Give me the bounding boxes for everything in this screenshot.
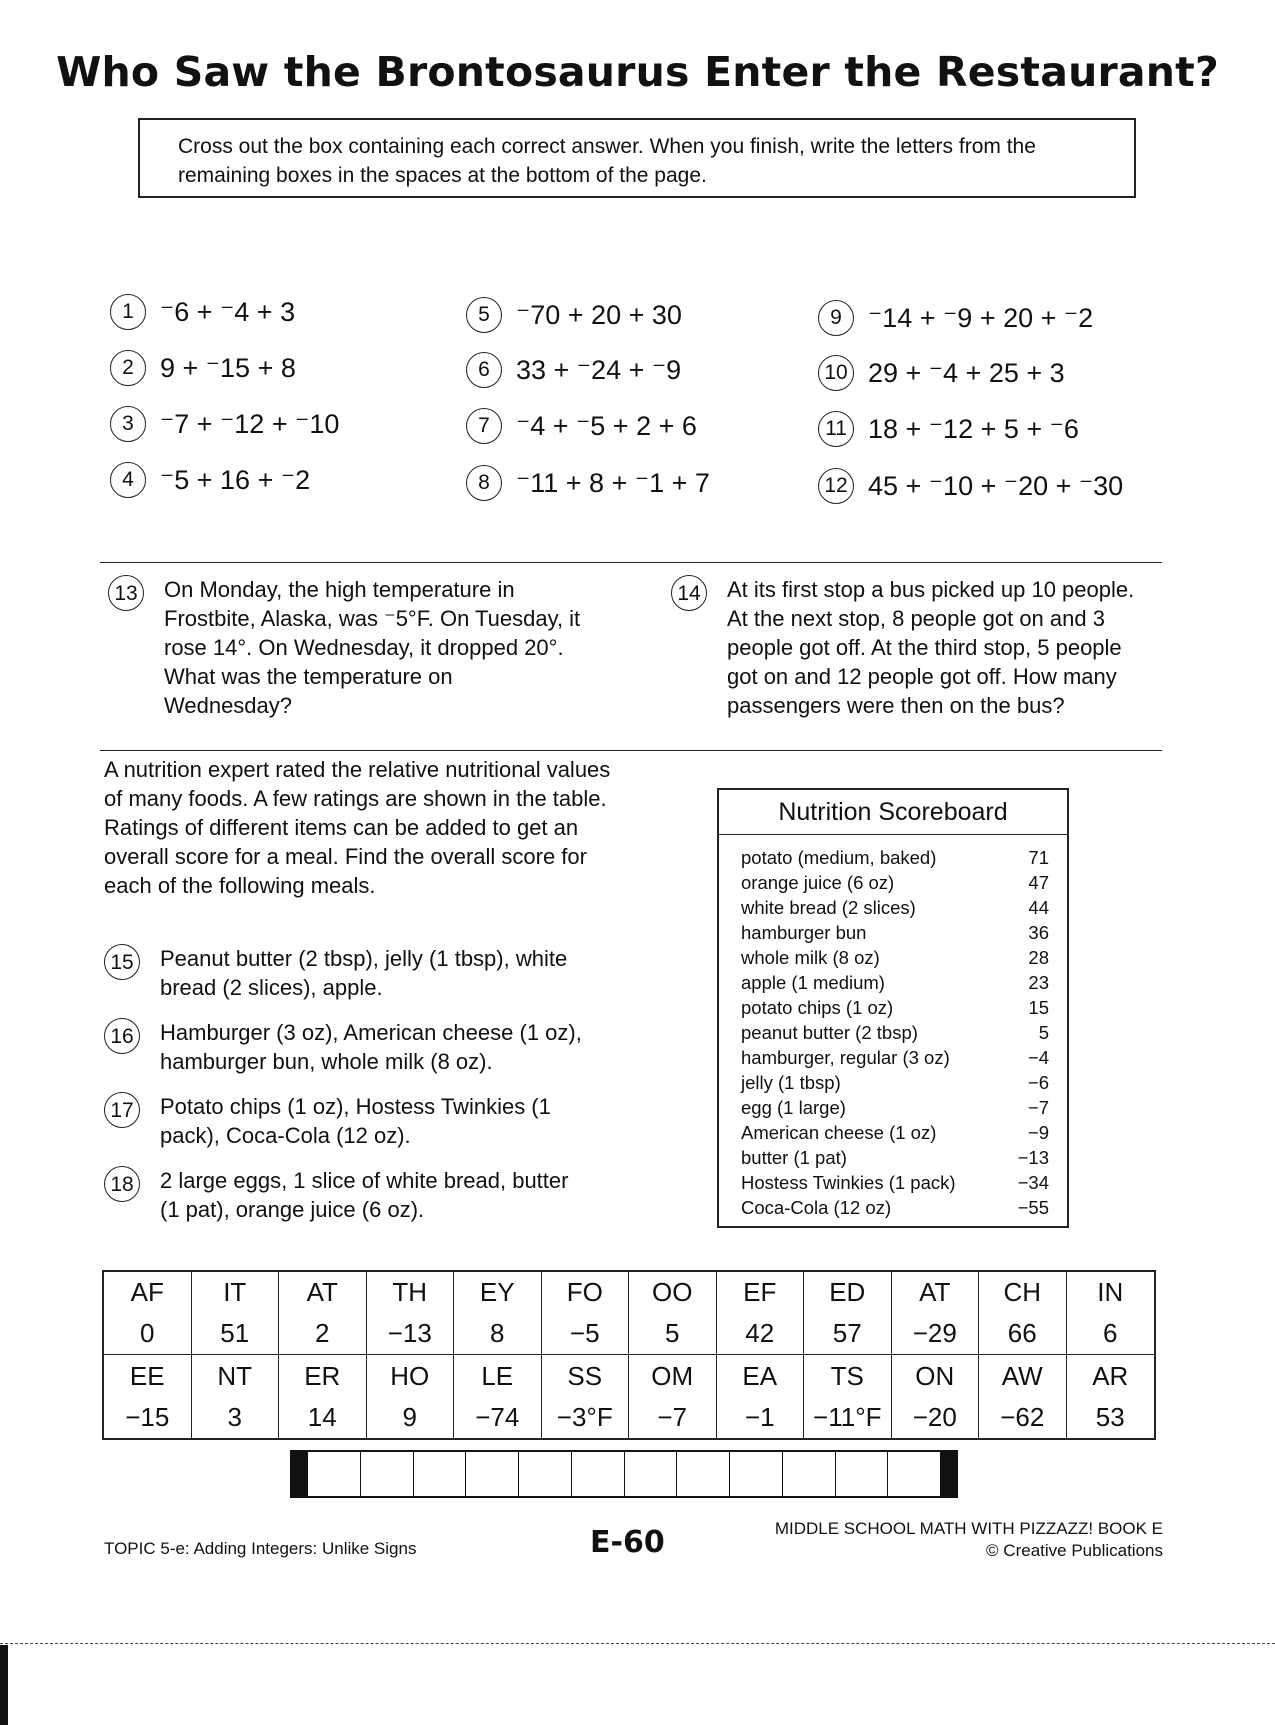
problem-number: 12 [818,468,854,504]
answer-letters: AW [1001,1360,1043,1391]
answer-letter-box[interactable] [308,1452,361,1496]
answer-cell[interactable] [717,1355,805,1438]
answer-cell[interactable] [454,1272,542,1355]
meal-text: Hamburger (3 oz), American cheese (1 oz), hamburger bun, whole milk (8 oz). [160,1020,582,1074]
problem-number: 8 [466,465,502,501]
food-score: −7 [1027,1097,1049,1118]
scoreboard-row [741,870,1049,895]
problem-1 [110,292,295,332]
answer-letter-box[interactable] [783,1452,836,1496]
problem-number: 14 [671,575,707,611]
problem-expression: ⁻4 + ⁻5 + 2 + 6 [516,410,697,441]
food-name: orange juice (6 oz) [741,872,895,893]
problem-number: 18 [104,1166,140,1202]
food-score: 23 [1028,972,1049,993]
answer-cell[interactable] [104,1272,192,1355]
answer-letter-strip [290,1450,958,1498]
food-name: jelly (1 tbsp) [741,1072,841,1093]
problem-number: 10 [818,355,854,391]
problem-expression: ⁻5 + 16 + ⁻2 [160,464,311,495]
answer-letters: AR [1092,1360,1129,1391]
meal-problem-16 [104,1018,624,1078]
answer-letters: LE [481,1360,514,1391]
problem-number: 9 [818,300,854,336]
problem-4 [110,460,310,500]
answer-value: 9 [402,1401,417,1432]
word-problem-text: At its first stop a bus picked up 10 people. At the next stop, 8 people got on and 3 people got off. At the third stop, 5 people got on and 12 people got off. How many passengers were then on the bus? [727,577,1135,718]
problem-number: 2 [110,350,146,386]
answer-letters: ER [304,1360,341,1391]
scoreboard-title: Nutrition Scoreboard [719,790,1067,835]
meal-problem-15 [104,944,624,1004]
answer-letters: AT [306,1277,338,1307]
meal-text: 2 large eggs, 1 slice of white bread, butter (1 pat), orange juice (6 oz). [160,1168,569,1222]
publisher: © Creative Publications [986,1541,1163,1560]
answer-letter-box[interactable] [466,1452,519,1496]
food-name: white bread (2 slices) [741,897,916,918]
problem-number: 3 [110,406,146,442]
food-name: American cheese (1 oz) [741,1122,937,1143]
word-problem-14 [671,575,1161,750]
food-score: 71 [1028,847,1049,868]
problem-expression: ⁻11 + 8 + ⁻1 + 7 [516,467,710,498]
problem-number: 15 [104,944,140,980]
answer-value: −11°F [813,1401,882,1432]
answer-value: −20 [912,1401,957,1432]
answer-letters: SS [567,1360,603,1391]
problem-expression: ⁻14 + ⁻9 + 20 + ⁻2 [868,302,1094,333]
answer-cell[interactable] [192,1355,280,1438]
answer-cell[interactable] [1067,1272,1155,1355]
scoreboard-row [741,995,1049,1020]
book-title: MIDDLE SCHOOL MATH WITH PIZZAZZ! BOOK E [774,1519,1163,1538]
food-score: −6 [1027,1072,1049,1093]
nutrition-scoreboard [717,788,1069,1228]
answer-letters: EE [129,1360,165,1391]
meal-problem-17 [104,1092,624,1152]
answer-cell[interactable] [717,1272,805,1355]
word-problem-13 [108,575,608,725]
answer-value: −7 [657,1401,688,1432]
food-name: apple (1 medium) [741,972,885,993]
problem-expression: 18 + ⁻12 + 5 + ⁻6 [868,413,1079,444]
answer-value: −29 [912,1318,957,1348]
scan-edge-bar [0,1645,8,1725]
answer-cell[interactable] [367,1272,455,1355]
food-name: potato (medium, baked) [741,847,937,868]
problem-number: 1 [110,294,146,330]
problem-8 [466,463,710,503]
problem-number: 6 [466,352,502,388]
answer-letter-box[interactable] [730,1452,783,1496]
scoreboard-row [741,1170,1049,1195]
problem-number: 17 [104,1092,140,1128]
scoreboard-row [741,970,1049,995]
food-score: 36 [1028,922,1049,943]
answer-letters: FO [566,1277,603,1307]
answer-letters: TH [392,1277,428,1307]
problem-2 [110,348,296,388]
answer-value: 3 [227,1401,242,1432]
food-name: butter (1 pat) [741,1147,847,1168]
food-score: 28 [1028,947,1049,968]
scoreboard-row [741,895,1049,920]
answer-letters: OM [651,1360,694,1391]
answer-letter-box[interactable] [519,1452,572,1496]
food-name: hamburger bun [741,922,867,943]
page-title: Who Saw the Brontosaurus Enter the Restaurant? [56,48,1219,96]
food-score: 44 [1028,897,1049,918]
answer-cell[interactable] [629,1355,717,1438]
answer-cell[interactable] [804,1272,892,1355]
food-score: −4 [1027,1047,1049,1068]
answer-letter-box[interactable] [361,1452,414,1496]
food-name: Hostess Twinkies (1 pack) [741,1172,956,1193]
nutrition-intro: A nutrition expert rated the relative nutritional values of many foods. A few ratings are shown in the table. Ratings of different items can be added to get an overall score for a meal. Find the overall score for each of the following meals. [104,757,611,898]
answer-value: 5 [665,1318,680,1348]
instructions-text: Cross out the box containing each correct answer. When you finish, write the letters from the remaining boxes in the spaces at the bottom of the page. [178,135,1036,187]
scoreboard-row [741,945,1049,970]
answer-value: 14 [307,1401,337,1432]
answer-cell[interactable] [1067,1355,1155,1438]
answer-value: 51 [220,1318,250,1348]
answer-cell[interactable] [104,1355,192,1438]
footer-topic: TOPIC 5-e: Adding Integers: Unlike Signs [104,1539,417,1558]
meal-problem-18 [104,1166,624,1226]
scoreboard-row [741,1195,1049,1220]
problem-number: 4 [110,462,146,498]
food-name: whole milk (8 oz) [741,947,880,968]
problem-number: 7 [466,408,502,444]
food-score: −34 [1017,1172,1049,1193]
answer-letters: ON [915,1360,955,1391]
food-score: 5 [1038,1022,1049,1043]
answer-value: −74 [475,1401,520,1432]
answer-cell[interactable] [892,1272,980,1355]
answer-value: 6 [1103,1318,1118,1348]
answer-value: −13 [387,1318,432,1348]
answer-letters: EF [743,1277,777,1307]
answer-value: −1 [744,1401,775,1432]
scoreboard-list [719,835,1067,1220]
section-divider [100,562,1162,563]
scoreboard-row [741,1070,1049,1095]
problem-12 [818,466,1123,506]
food-score: −13 [1017,1147,1049,1168]
scoreboard-row [741,920,1049,945]
food-score: 15 [1028,997,1049,1018]
scoreboard-row [741,1145,1049,1170]
answer-value: −3°F [556,1401,613,1432]
problem-11 [818,409,1079,449]
problem-expression: 9 + ⁻15 + 8 [160,352,296,383]
answer-letters: CH [1003,1277,1042,1307]
footer-book-info [775,1518,1163,1562]
answer-value: 42 [745,1318,775,1348]
answer-cell[interactable] [892,1355,980,1438]
answer-letters: AT [919,1277,951,1307]
answer-letters: AF [130,1277,164,1307]
problem-expression: 45 + ⁻10 + ⁻20 + ⁻30 [868,470,1124,501]
answer-value: 57 [832,1318,862,1348]
answer-letter-box[interactable] [836,1452,889,1496]
word-problem-text: On Monday, the high temperature in Frostbite, Alaska, was ⁻5°F. On Tuesday, it rose 14°. On Wednesday, it dropped 20°. What was the temperature on Wednesday? [164,577,581,718]
answer-cell[interactable] [629,1272,717,1355]
answer-letters: EY [479,1277,515,1307]
problem-5 [466,295,682,335]
problem-3 [110,404,339,444]
answer-cell[interactable] [804,1355,892,1438]
answer-cell[interactable] [279,1272,367,1355]
problem-expression: 33 + ⁻24 + ⁻9 [516,354,682,385]
answer-letter-box[interactable] [888,1452,940,1496]
answer-cell[interactable] [979,1272,1067,1355]
meal-text: Peanut butter (2 tbsp), jelly (1 tbsp), white bread (2 slices), apple. [160,946,568,1000]
food-score: −9 [1027,1122,1049,1143]
answer-value: 0 [140,1318,155,1348]
problem-expression: 29 + ⁻4 + 25 + 3 [868,357,1065,388]
food-name: egg (1 large) [741,1097,846,1118]
food-name: hamburger, regular (3 oz) [741,1047,950,1068]
scoreboard-row [741,1045,1049,1070]
problem-expression: ⁻6 + ⁻4 + 3 [160,296,296,327]
answer-letters: IT [223,1277,247,1307]
problem-6 [466,350,681,390]
section-divider [100,750,1162,751]
scoreboard-row [741,1120,1049,1145]
answer-letter-box[interactable] [572,1452,625,1496]
answer-letter-box[interactable] [677,1452,730,1496]
answer-cell[interactable] [979,1355,1067,1438]
scan-edge-line [0,1643,1275,1644]
problem-7 [466,406,697,446]
answer-letter-box[interactable] [625,1452,678,1496]
answer-value: −5 [569,1318,600,1348]
scoreboard-row [741,1020,1049,1045]
problem-9 [818,298,1093,338]
meal-text: Potato chips (1 oz), Hostess Twinkies (1 pack), Coca-Cola (12 oz). [160,1094,551,1148]
answer-cell[interactable] [279,1355,367,1438]
answer-value: −15 [125,1401,170,1432]
answer-value: 66 [1007,1318,1037,1348]
food-name: peanut butter (2 tbsp) [741,1022,918,1043]
page-number: E-60 [590,1525,665,1560]
answer-value: 2 [315,1318,330,1348]
answer-cell[interactable] [367,1355,455,1438]
food-score: 47 [1028,872,1049,893]
problem-expression: ⁻70 + 20 + 30 [516,299,682,330]
scoreboard-row [741,1095,1049,1120]
food-name: Coca-Cola (12 oz) [741,1197,892,1218]
answer-cell[interactable] [454,1355,542,1438]
problem-number: 11 [818,411,854,447]
answer-letters: NT [217,1360,253,1391]
answer-cell[interactable] [542,1355,630,1438]
answer-letters: EA [742,1360,778,1391]
answer-letters: HO [390,1360,430,1391]
answer-letters: ED [829,1277,866,1307]
instructions-box [138,118,1136,198]
problem-10 [818,353,1065,393]
food-score: −55 [1017,1197,1049,1218]
answer-letters: IN [1097,1277,1124,1307]
answer-letters: OO [652,1277,693,1307]
answer-cell[interactable] [542,1272,630,1355]
answer-grid [102,1270,1156,1440]
answer-cell[interactable] [192,1272,280,1355]
food-name: potato chips (1 oz) [741,997,894,1018]
problem-number: 5 [466,297,502,333]
answer-letters: TS [830,1360,864,1391]
scoreboard-row [741,845,1049,870]
problem-expression: ⁻7 + ⁻12 + ⁻10 [160,408,340,439]
answer-value: 8 [490,1318,505,1348]
answer-letter-box[interactable] [414,1452,467,1496]
problem-number: 13 [108,575,144,611]
problem-number: 16 [104,1018,140,1054]
answer-value: −62 [1000,1401,1045,1432]
answer-value: 53 [1095,1401,1125,1432]
